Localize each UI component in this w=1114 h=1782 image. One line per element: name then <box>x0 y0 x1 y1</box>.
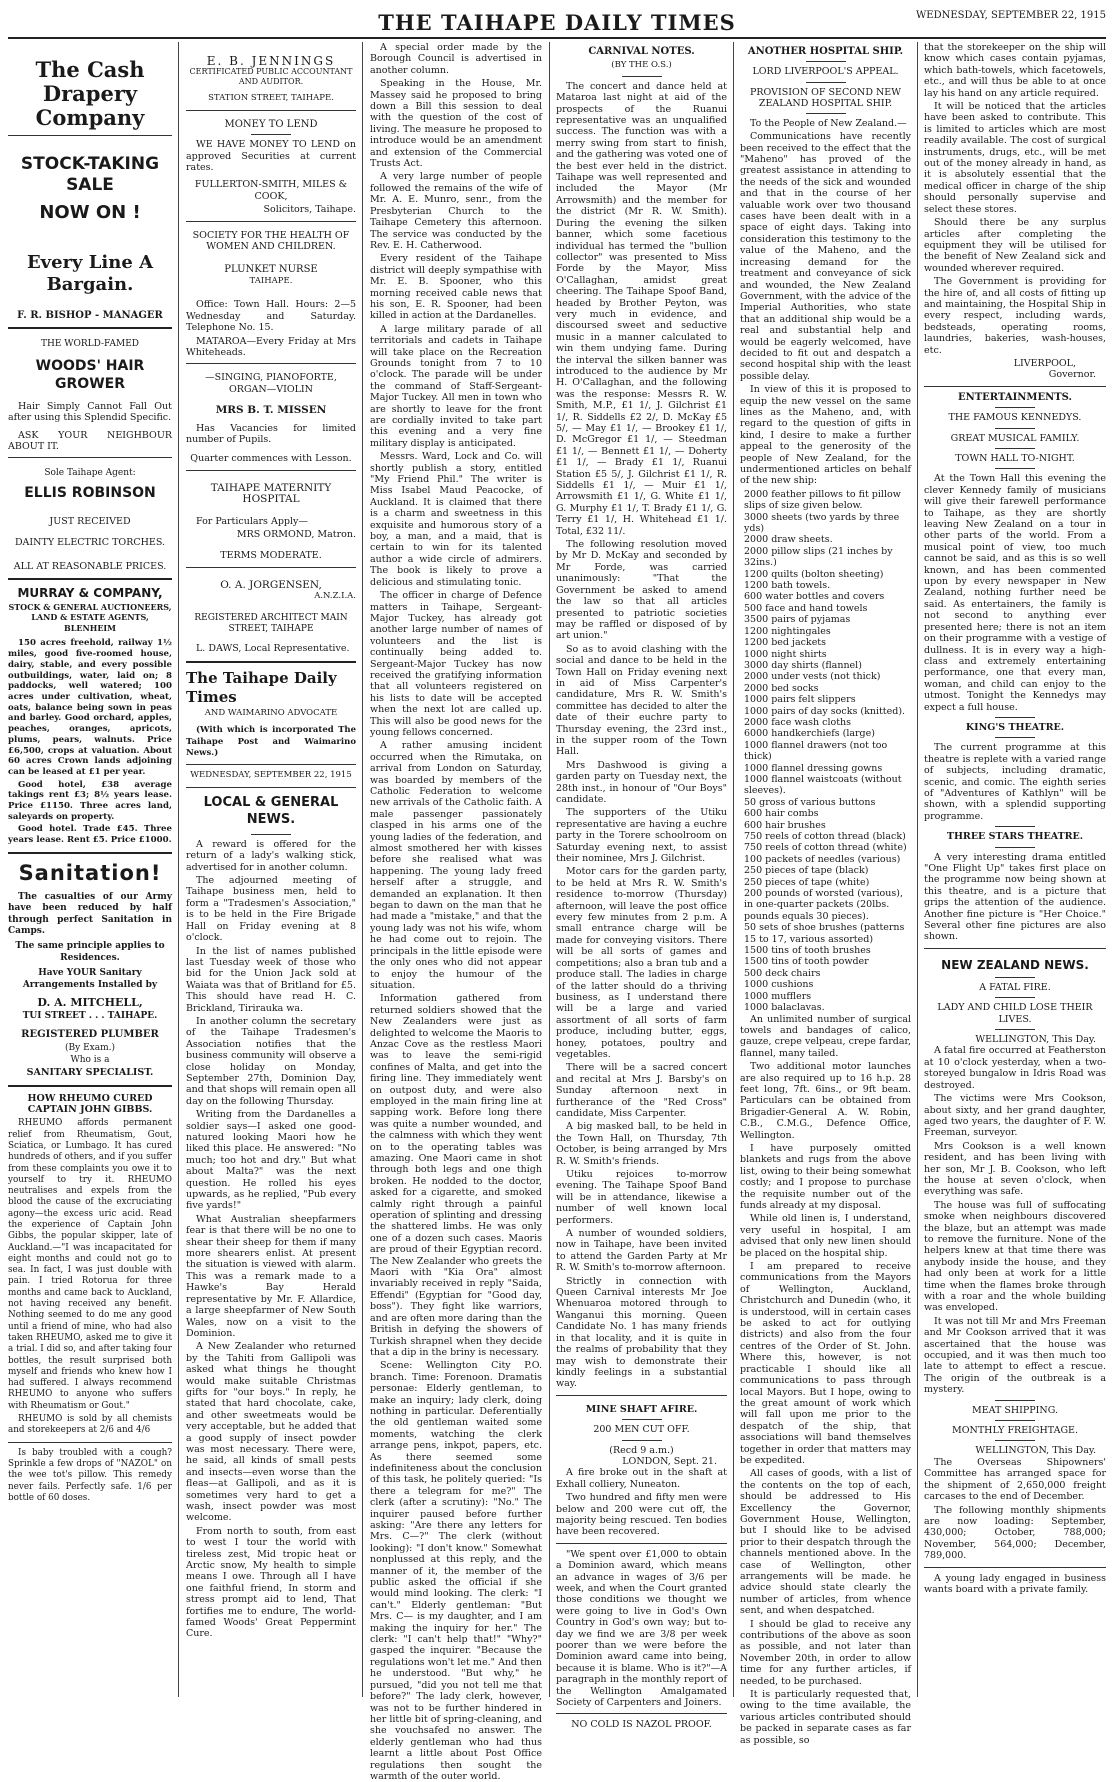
carnival-para: A big masked ball, to be held in the Town Hall, on Thursday, 7th October, is being arranged by Mrs R. W. Smith's friends. <box>556 1121 727 1167</box>
divider <box>622 1419 662 1420</box>
list-item: 1500 tins of tooth powder <box>744 956 869 968</box>
list-item: 2000 draw sheets. <box>744 534 833 546</box>
local-para: Writing from the Dardanelles a soldier says—I asked one good-natured looking Maori how he liked this place. He answered: "No much; too hot and dry." But what about Malta?" was the next question. He rolled his eyes upwards, as he replied, "Pub every five yards!" <box>186 1109 356 1212</box>
divider <box>556 1543 727 1544</box>
appeal-para: I have purposely omitted blankets and rugs from the above list, owing to their being somewhat costly; and I propose to purchase the requisite number out of the funds already at my disposal. <box>740 1142 911 1211</box>
divider <box>806 82 846 83</box>
appeal-para: All cases of goods, with a list of the contents on the top of each, should be addressed to His Excellency the Governor, Government House, Wellington, but I should like to be advised prior to their despatch through the channels mentioned above. In the case of Wellington, other arrangements will be made. he advice should state clearly the number of articles, from whence sent, and when despatched. <box>740 1468 911 1617</box>
divider <box>8 578 172 580</box>
sanitary-specialist: SANITARY SPECIALIST. <box>26 1067 154 1079</box>
singing-heading: —SINGING, PIANOFORTE, ORGAN—VIOLIN <box>205 372 337 395</box>
list-item: 200 pounds of worsted (various), in one-quarter packets (20lbs. pounds equals 30 pieces). <box>744 888 903 922</box>
kings-theatre-para: The current programme at this theatre is replete with a varied range of subjects, including dramatic, scenic, and comic. The eighth series of "Adventures of Kathlyn" will be shown, with a splendid supporting programme. <box>924 742 1106 822</box>
news-para: A very large number of people followed the remains of the wife of Mr. A. E. Munro, senr., from the Presbyterian Church to the Taihape Cemetery this afternoon. The service was conducted by the Rev. E. H. Catherwood. <box>370 171 542 251</box>
cash-drapery-title: The Cash Drapery Company <box>35 57 145 130</box>
list-item: 750 reels of cotton thread (black) <box>744 831 906 842</box>
list-item: 50 sets of shoe brushes (patterns 15 to 17, various assorted) <box>744 922 905 945</box>
murray-listing-1: 150 acres freehold, railway 1½ miles, good five-roomed house, dairy, stable, and every possible outbuildings, water, laid on; 8 paddocks, well watered; 100 acres under cultivation, wheat, oats, balance being sown in peas and barley. Good orchard, apples, peaches, oranges, apricots, plums, pears, walnuts. Price £6,500, crops at valuation. About 60 acres Crown lands adjoining can be leased at £1 per year. <box>8 638 172 777</box>
list-item: 2000 face wash cloths <box>744 716 852 728</box>
list-item: 2000 under vests (not thick) <box>744 671 881 683</box>
fatal-fire-subheading: LADY AND CHILD LOSE THEIR LIVES. <box>937 1002 1093 1025</box>
column-divider <box>917 42 918 1697</box>
news-para: A rather amusing incident occurred when the Rimutaka, on arrival from London on Saturday, was boarded by members of the Catholic Federation to welcome new arrivals of the Catholic faith. A male passenger passionately clasped in his arms one of the young ladies of the federation, and almost smothered her with kisses before she realised what was happening. The young lady freed herself after a struggle, and demanded an explanation. It then began to dawn on the man that he had made a "mistake," and that the young lady was not his wife, whom he had come out to rejoin. The principals in the little episode were the only ones who did not appear to enjoy the humour of the situation. <box>370 740 542 991</box>
divider <box>186 567 356 568</box>
carnival-byline: (BY THE O.S.) <box>611 60 672 71</box>
to-people: To the People of New Zealand.— <box>750 117 907 129</box>
divider <box>251 134 291 135</box>
divider <box>186 764 356 765</box>
quarter-note: Quarter commences with Lesson. <box>190 453 352 465</box>
news-para: A large military parade of all territorials and cadets in Taihape will take place on the Recreation Grounds tonight from 7 to 10 o'clock. The parade will be under the command of Staff-Sergeant-Major Tuckey. All men in town who are shortly to leave for the front are cordially invited to take part this evening and a very fine military display is anticipated. <box>370 323 542 449</box>
stock-taking-heading: STOCK-TAKING SALE <box>20 154 160 195</box>
fatal-fire-heading: A FATAL FIRE. <box>979 981 1051 993</box>
by-exam: (By Exam.) <box>65 1043 115 1054</box>
missen-text: Has Vacancies for limited number of Pupils. <box>186 422 356 445</box>
agent-label: Sole Taihape Agent: <box>44 468 136 479</box>
carnival-para: There will be a sacred concert and recital at Mrs J. Barsby's on Sunday afternoon next in furtherance of the "Red Cross" candidate, Miss Carpenter. <box>556 1062 727 1119</box>
list-item: 50 gross of various buttons <box>744 796 876 808</box>
paper-date: WEDNESDAY, SEPTEMBER 22, 1915 <box>190 770 352 781</box>
nazol-proof: NO COLD IS NAZOL PROOF. <box>571 1719 712 1731</box>
list-item: 2000 feather pillows to fit pillow slips of size given below. <box>744 488 901 512</box>
divider <box>924 1567 1106 1568</box>
column-4 <box>556 42 727 1731</box>
news-para: Scene: Wellington City P.O. branch. Time: Forenoon. Dramatis personae: Elderly gentleman, to make an inquiry; lady clerk, doing nothing in particular. Deferentially the old gentleman waited some moments, watching the clerk arrange pens, inkpot, papers, etc. As there seemed some indefiniteness about the conclusion of this task, he politely queried: "Is there a telegram for me?" The clerk (after a scrutiny): "No." The inquirer paused before further asking: "Are there any letters for Mrs. C—?" The clerk (without looking): "I don't know." Somewhat nonplussed at this reply, and the manner of it, the member of the public asked the official if she would mind looking. The clerk: "I can't." Elderly gentleman: "But Mrs. C— is my daughter, and I am making the inquiry for her." The clerk: "I can't help that!" "Why?" gasped the inquirer. "Because the regulations won't let me." And then he understood. "But why," he pursued, "did you not tell me that before?" The lady clerk, however, was not to be further hindered in her little bit of spring-cleaning, and she vouchsafed no answer. The elderly gentleman who had thus learnt a little about Post Office regulations then sought the warmth of the outer world. <box>370 1360 542 1782</box>
jennings-name: E. B. JENNINGS <box>206 54 336 68</box>
divider <box>995 1420 1035 1421</box>
sanitation-heading: Sanitation! <box>18 860 162 885</box>
local-general-heading: LOCAL & GENERAL NEWS. <box>203 794 339 827</box>
divider <box>806 113 846 114</box>
society-heading: SOCIETY FOR THE HEALTH OF WOMEN AND CHILDREN. <box>192 229 350 253</box>
woods-hair-grower: WOODS' HAIR GROWER <box>35 357 145 392</box>
news-para: Information gathered from returned soldiers showed that the New Zealanders were just as delighted to welcome the Maoris to Anzac Cove as the restless Maori was to leave the semi-rigid confines of Malta, and get into the firing line. They immediately went on outpost duty, and were also employed in the main firing line at sapping work. Before long there was quite a number wounded, and the calmness with which they went on to the operating tables was amazing. One Maori came in shot through both legs and one thigh broken. He nodded to the doctor, asked for a cigarette, and smoked calmly right through a painful operation of splinting and dressing the shattered limbs. He was only one of a dozen such cases. Maoris are proud of their Egyptian record. The New Zealander who greets the Maori with "Kia Ora" almost invariably received in reply "Saida, Effendi" (Egyptian for "Good day, boss"). They fight like warriors, and are often more daring than the British in defying the showers of Turkish shrapnel when they decide that a dip in the briny is necessary. <box>370 993 542 1358</box>
news-para: Messrs. Ward, Lock and Co. will shortly publish a story, entitled "My Friend Phil." The writer is Miss Isabel Maud Peacocke, of Auckland. It is claimed that there is a charm and sweetness in this exquisite and humorous story of a boy, a man, and a maid, that is certain to win for its talented author a wide circle of admirers. The book is likely to prove a delicious and stimulating tonic. <box>370 451 542 588</box>
now-on-heading: NOW ON ! <box>39 202 141 223</box>
list-item: 1200 nightingales <box>744 625 831 637</box>
list-item: 1000 pairs felt slippers <box>744 694 856 706</box>
fire-para: It was not till Mr and Mrs Freeman and Mr Cookson arrived that it was ascertained that the house was occupied, and it was then much too late to attempt to effect a rescue. The origin of the outbreak is a mystery. <box>924 1315 1106 1396</box>
murray-place: BLENHEIM <box>63 623 117 634</box>
local-para: From north to south, from east to west I tour the world with tireless zest, Mid tropic heat or Arctic snow, My health to simple means I owe. Through all I have one faithful friend, In storm and stress prompt aid to lend, That fortifies me to endure, The world-famed Woods' Great Peppermint Cure. <box>186 1525 356 1640</box>
carnival-para: So as to avoid clashing with the social and dance to be held in the Town Hall on Friday evening next in aid of Miss Carpenter's candidature, Mrs R. W. Smith's committee has decided to alter the date of their euchre party to Thursday evening, the 23rd inst., in the supper room of the Town Hall. <box>556 643 727 758</box>
appeal-continued: The Government is providing for the hire of, and all costs of fitting up and maintaining, the Hospital Ship in every respect, including wards, bedsteads, operating rooms, laundries, bakeries, wash-houses, etc. <box>924 276 1106 356</box>
three-stars-heading: THREE STARS THEATRE. <box>946 831 1084 843</box>
entertainment-para: At the Town Hall this evening the clever Kennedy family of musicians will give their farewell performance to Taihape, as they are shortly leaving New Zealand on a tour in other parts of the world. From a musical point of view, too much cannot be said, and as this is so well known, and has been commented upon by every newspaper in New Zealand, nothing further need be said. As entertainers, the family is not second to anything ever presented here; there is not an item on their programme with a vestige of dullness. It is in every way a high-class and extremely entertaining performance, one that every man, woman, and child can enjoy to the utmost. Tonight the Kennedys may expect a full house. <box>924 473 1106 713</box>
murray-listing-3: Good hotel. Trade £45. Three years lease. Rent £5. Price £1000. <box>8 824 172 846</box>
appeal-para: While old linen is, I understand, very useful in hospital, I am advised that only new linen should be placed on the hospital ship. <box>740 1213 911 1259</box>
carnival-para: Motor cars for the garden party, to be held at Mrs R. W. Smith's residence to-morrow (Thursday) afternoon, will leave the post office every few minutes from 2 p.m. A small entrance charge will be made for conveying visitors. There will be all sorts of games and competitions; also a bran tub and a produce stall. The ladies in charge of the latter should do a thriving business, as I understand there will be a large and varied assortment of all sorts of farm produce, including butter, eggs, honey, potatoes, poultry and vegetables. <box>556 866 727 1060</box>
divider <box>251 834 291 835</box>
divider <box>995 468 1035 469</box>
masthead-rule <box>8 37 1106 39</box>
plunket-place: TAIHAPE. <box>249 275 293 286</box>
divider <box>186 787 356 788</box>
divider <box>8 135 172 136</box>
architect-line: REGISTERED ARCHITECT MAIN STREET, TAIHAPE <box>194 612 348 634</box>
plumber-name: D. A. MITCHELL, <box>37 996 143 1010</box>
reasonable-prices: ALL AT REASONABLE PRICES. <box>13 560 167 572</box>
rheumo-text: RHEUMO affords permanent relief from Rheumatism, Gout, Sciatica, or Lumbago. It has cured hundreds of others, and if you suffer from these complaints you owe it to yourself to try it. RHEUMO neutralises and expels from the blood the cause of the excruciating agony—the excess uric acid. Read the experience of Captain John Gibbs, the popular skipper, late of Auckland.—"I was incapacitated for eight months and could not go to sea. In fact, I was just double with pain. I tried Rotorua for three months and came back to Auckland, not having received any benefit. Nothing seemed to do me any good until a friend of mine, who had also taken RHEUMO, asked me to give it a trial. I did so, and after taking four bottles, the result surprised both myself and friends who knew how I had suffered. I always recommend RHEUMO to anyone who suffers with Rheumatism or Gout." <box>8 1118 172 1411</box>
divider <box>995 1440 1035 1441</box>
list-item: 600 hair combs <box>744 808 819 820</box>
rheumo-sold: RHEUMO is sold by all chemists and storekeepers at 2/6 and 4/6 <box>8 1414 172 1436</box>
news-para: Speaking in the House, Mr. Massey said he proposed to bring down a Bill this session to deal with the question of the cost of living. The measure he proposed to introduce would be an amendment and extension of the Commercial Trusts Act. <box>370 78 542 170</box>
mine-received: (Recd 9 a.m.) <box>609 1444 674 1456</box>
jorgensen-name: O. A. JORGENSEN, <box>220 578 322 591</box>
divider <box>622 76 662 77</box>
jorgensen-anzia: A.N.Z.I.A. <box>314 591 356 602</box>
carnival-heading: CARNIVAL NOTES. <box>588 46 695 57</box>
entertainments-heading: ENTERTAINMENTS. <box>957 391 1073 403</box>
masthead-date: WEDNESDAY, SEPTEMBER 22, 1915 <box>916 10 1106 21</box>
divider <box>622 1440 662 1441</box>
column-divider <box>362 42 363 1697</box>
list-item: 3000 day shirts (flannel) <box>744 659 862 671</box>
news-para: Every resident of the Taihape district will deeply sympathise with Mr. E. B. Spooner, who this morning received cable news that his son, E. R. Spooner, had been killed in action at the Dardanelles. <box>370 253 542 322</box>
divider <box>995 407 1035 408</box>
appeal-para: Communications have recently been received to the effect that the "Maheno" has proved of the greatest assistance in attending to the needs of the sick and wounded and that in the course of her valuable work over two thousand cases have been dealt with in a space of eight days. Taking into consideration this testimony to the value of the Maheno, and the increasing demand for the treatment and conveyance of sick and wounded, the New Zealand Government, with the advice of the Imperial Authorities, who state that an additional ship would be a real and substantial help and would be eagerly welcomed, have decided to fit out and despatch a second hospital ship with the least possible delay. <box>740 131 911 382</box>
murray-subtitle: STOCK & GENERAL AUCTIONEERS, LAND & ESTATE AGENTS, <box>8 602 172 623</box>
meat-para: The following monthly shipments are now loading: September, 430,000; October, 788,000; November, 564,000; December, 789,000. <box>924 1504 1106 1562</box>
divider <box>806 61 846 62</box>
list-item: 500 deck chairs <box>744 967 821 979</box>
column-3 <box>370 42 542 1782</box>
column-divider <box>549 42 550 1697</box>
registered-plumber: REGISTERED PLUMBER <box>21 1028 159 1040</box>
list-item: 1000 flannel dressing gowns <box>744 762 883 774</box>
electric-torches: DAINTY ELECTRIC TORCHES. <box>14 537 166 549</box>
monthly-freightage: MONTHLY FREIGHTAGE. <box>952 1425 1078 1437</box>
list-item: 6000 handkerchiefs (large) <box>744 728 875 740</box>
appeal-continued: that the storekeeper on the ship will know which cases contain pyjamas, which bath-towels, which facetowels, etc., and will thus be able to at once lay his hand on any article required. <box>924 42 1106 99</box>
list-item: 1000 cushions <box>744 979 814 991</box>
kings-theatre-heading: KING'S THEATRE. <box>965 721 1065 733</box>
sanitation-text-3: Have YOUR Sanitary Arrangements Installed by <box>22 968 158 990</box>
town-hall-tonight: TOWN HALL TO-NIGHT. <box>955 453 1075 464</box>
masthead-title: THE TAIHAPE DAILY TIMES <box>378 10 736 35</box>
list-item: 250 pieces of tape (white) <box>744 876 870 888</box>
divider <box>995 717 1035 718</box>
carpenters-quote: "We spent over £1,000 to obtain a Dominion award, which means an advance in wages of 3/6 per week, and when the Court granted those conditions we thought we were going to live in God's Own Country in God's own way; but to-day we find we are 3/8 per week poorer than we were before the Dominion award came into being, because it is blame. Who is it?"—A paragraph in the monthly report of the Wellington Amalgamated Society of Carpenters and Joiners. <box>556 1548 727 1709</box>
local-para: A reward is offered for the return of a lady's walking stick, advertised for in another column. <box>186 838 356 873</box>
list-item: 750 reels of cotton thread (white) <box>744 842 907 854</box>
board-wanted: A young lady engaged in business wants board with a private family. <box>924 1572 1106 1595</box>
list-item: 2000 bed socks <box>744 682 819 694</box>
list-item: 1200 bath towels. <box>744 580 831 592</box>
meat-shipping-heading: MEAT SHIPPING. <box>971 1404 1059 1416</box>
list-item: 3500 pairs of pyjamas <box>744 614 851 626</box>
liverpool-appeal: LORD LIVERPOOL'S APPEAL. <box>752 66 899 78</box>
just-received: JUST RECEIVED <box>49 515 131 527</box>
list-item: 1000 balaclavas. <box>744 1002 825 1014</box>
divider <box>995 737 1035 738</box>
list-item: 1000 pairs of day socks (knitted). <box>744 705 906 717</box>
local-para: The adjourned meeting of Taihape business men, held to form a "Tradesmen's Association," is to be held in the Fire Brigade Hall on Friday evening at 8 o'clock. <box>186 875 356 944</box>
divider <box>186 110 356 111</box>
money-heading: MONEY TO LEND <box>224 118 318 130</box>
appeal-para: I should be glad to receive any contributions of the above as soon as possible, and not later than November 20th, in order to allow time for any further articles, if needed, to be purchased. <box>740 1618 911 1687</box>
plunket-nurse: PLUNKET NURSE <box>224 264 318 276</box>
appeal-para: It is particularly requested that, owing to the time available, the various articles contributed should be packed in separate cases as far as possible, so <box>740 1689 911 1746</box>
bargain-heading: Every Line A Bargain. <box>26 252 154 295</box>
hair-text: Hair Simply Cannot Fall Out after using this Splendid Specific. <box>8 400 172 424</box>
list-item: 1500 tins of tooth brushes <box>744 945 871 957</box>
manager-line: F. R. BISHOP - MANAGER <box>17 310 163 321</box>
divider <box>8 852 172 854</box>
list-item: 1000 flannel waistcoats (without sleeves). <box>744 773 902 797</box>
column-6 <box>924 42 1106 1697</box>
list-item: 500 face and hand towels <box>744 602 868 614</box>
column-divider <box>178 42 179 1697</box>
hospital-ship-heading: ANOTHER HOSPITAL SHIP. <box>747 46 904 57</box>
divider <box>556 1395 727 1396</box>
divider <box>995 1400 1035 1401</box>
who-is: Who is a <box>70 1054 110 1065</box>
fire-para: The victims were Mrs Cookson, about sixty, and her grand daughter, aged two years, the daughter of F. W. Freeman, surveyor. <box>924 1093 1106 1139</box>
mine-heading: MINE SHAFT AFIRE. <box>585 1403 698 1415</box>
appeal-para: I am prepared to receive communications from the Mayors of Wellington, Auckland, Christchurch and Dunedin (who, it is understood, will in certain cases be asked to act for outlying districts) and also from the four centres of the Order of St. John. Where this, however, is not practicable I should like all communications to pass through local Mayors. But I hope, owing to the great amount of work which will fall upon me prior to the despatch of the ship, that associations will band themselves together in order that matters may be expedited. <box>740 1261 911 1466</box>
money-text: WE HAVE MONEY TO LEND on approved Securities at current rates. <box>186 139 356 174</box>
list-item: 1000 flannel drawers (not too thick) <box>744 739 888 763</box>
list-item: 1200 quilts (bolton sheeting) <box>744 568 884 580</box>
fire-para: A fatal fire occurred at Featherston at 10 o'clock yesterday, when a two-storeyed bungalow in Idris Road was destroyed. <box>924 1045 1106 1091</box>
appeal-para: Two additional motor launches are also required up to 16 h.p. 28 feet long, 7ft. 6ins., or 9ft beam. Particulars can be obtained from Brigadier-General A. W. Robin, C.B., C.M.G., Defence Office, Wellington. <box>740 1061 911 1141</box>
appeal-para: An unlimited number of surgical towels and bandages of calico, gauze, crepe velpeau, crepe fardar, flannel, many tailed. <box>740 1013 911 1059</box>
provision-heading: PROVISION OF SECOND NEW ZEALAND HOSPITAL SHIP. <box>749 86 902 109</box>
appeal-continued: Should there be any surplus articles after completing the equipment they will be utilised for the benefit of New Zealand sick and wounded wherever required. <box>924 217 1106 274</box>
divider <box>186 661 356 663</box>
list-item: 250 pieces of tape (black) <box>744 865 869 877</box>
masthead <box>0 0 1114 36</box>
paper-title: The Taihape Daily Times <box>186 668 337 706</box>
meat-dateline: WELLINGTON, This Day. <box>975 1445 1096 1457</box>
list-item: 1000 mufflers <box>744 990 812 1002</box>
list-item: 1200 bed jackets <box>744 637 827 649</box>
paper-note: (With which is incorporated The Taihape Post and Waimarino News.) <box>186 725 356 759</box>
maternity-hospital: TAIHAPE MATERNITY HOSPITAL <box>210 481 332 506</box>
mine-dateline: LONDON, Sept. 21. <box>622 1455 717 1467</box>
solicitors: Solicitors, Taihape. <box>263 204 356 216</box>
paper-subtitle: AND WAIMARINO ADVOCATE <box>204 707 338 718</box>
divider <box>556 1713 727 1714</box>
column-2 <box>186 42 356 1697</box>
daws-line: L. DAWS, Local Representative. <box>196 643 350 655</box>
carnival-para: The following resolution moved by Mr D. McKay and seconded by Mr Forde, was carried unanimously: "That the Government be asked to amend the law so that all articles presented to patriotic societies may be raffled or disposed of by art union." <box>556 539 727 642</box>
meat-para: The Overseas Shipowners' Committee has arranged space for the shipment of 2,650,000 freight carcases to the end of December. <box>924 1456 1106 1503</box>
signature-governor: Governor. <box>1048 369 1096 381</box>
murray-company: MURRAY & COMPANY, <box>17 586 163 601</box>
jennings-address: STATION STREET, TAIHAPE. <box>208 93 334 104</box>
particulars-apply: For Particulars Apply— <box>196 515 308 527</box>
ask-neighbour: ASK YOUR NEIGHBOUR ABOUT IT. <box>8 429 172 453</box>
divider <box>186 221 356 222</box>
mine-subheading: 200 MEN CUT OFF. <box>593 1424 690 1436</box>
local-para: In another column the secretary of the Taihape Tradesmen's Association notifies that the business community will observe a close holiday on Monday, September 27th, Dominion Day, and that shops will remain open all day on the following Thursday. <box>186 1015 356 1107</box>
divider <box>924 386 1106 387</box>
list-item: 600 water bottles and covers <box>744 591 885 603</box>
musical-family: GREAT MUSICAL FAMILY. <box>950 432 1080 444</box>
world-famed-label: THE WORLD-FAMED <box>40 339 140 350</box>
carnival-para: Mrs Dashwood is giving a garden party on Tuesday next, the 28th inst., in honour of "Our Boys" candidate. <box>556 759 727 805</box>
column-1 <box>8 42 172 1697</box>
sanitation-text-2: The same principle applies to Residences. <box>15 941 165 963</box>
list-item: 600 hair brushes <box>744 819 826 831</box>
terms-moderate: TERMS MODERATE. <box>220 550 322 562</box>
local-para: A New Zealander who returned by the Tahiti from Gallipoli was asked what things he thought would make suitable Christmas gifts for "our boys." In reply, he stated that hard chocolate, cake, and other sweetmeats would be very acceptable, but he added that a good supply of insect powder was most necessary. There were, he said, all kinds of small pests and insects—even worse than the fleas—at Gallipoli, and as it is sometimes very hard to get a wash, insect powder was most welcome. <box>186 1341 356 1524</box>
carnival-para: The concert and dance held at Mataroa last night at aid of the prospects of the Ruanui representative was an unqualified success. The function was with a merry swing from start to finish, and the gathering was voted one of the best ever held in the district. Taihape was well represented and included the Mayor (Mr Arrowsmith) and the member for the district (Mr R. W. Smith). During the evening the silken banner, which some facetious individual has termed the "bullion collector" was presented to Miss Forde by the Mayor, Miss O'Callaghan, amidst great cheering. The Taihape Spoof Band, headed by Brother Peyton, was very much in evidence, and discoursed sweet and seductive music in a manner calculated to win them undying fame. During the interval the silken banner was introduced to the audience by Mr H. O'Callaghan, and the following was the response: Messrs R. W. Smith, M.P., £1 1/, J. Gilchrist £1 1/, R. Siddells £2 2/, D. McKay £5 5/, — May £1 1/, — Brookey £1 1/, D. McGregor £1 1/, — Steedman £1 1/, — Bennett £1 1/, — Doherty £1 1/, — Brady £1 1/, Ruanui Station £5 5/, J. Gilchrist £1 1/, R. Siddells £1 1/, — Muir £1 1/, Arrowsmith £1 1/, G. White £1 1/, G. Murphy £1 1/, T. Brady £1 1/, G. Terry £1 1/, H. Whitehead £1 1/. Total, £32 11/. <box>556 80 727 537</box>
carnival-para: The supporters of the Utiku representative are having a euchre party in the Torere schoolroom on Saturday evening next, to assist their nominee, Mrs J. Gilchrist. <box>556 807 727 865</box>
carnival-para: Strictly in connection with Queen Carnival interests Mr Joe Whenuaroa motored through to Wanganui this morning. Queen Candidate No. 1 has many friends in that locality, and it is quite in the realms of probability that they may wish to demonstrate their kindly feelings in a substantial way. <box>556 1275 727 1390</box>
firm-name: FULLERTON-SMITH, MILES & COOK, <box>194 179 348 202</box>
murray-listing-2: Good hotel, £38 average takings rent £3; 8½ years lease. Price £1150. Three acres land, saleyards on property. <box>8 779 172 822</box>
news-para: A special order made by the Borough Council is advertised in another column. <box>370 42 542 76</box>
local-para: In the list of names published last Tuesday week of those who bid for the Union Jack sold at Waiata was that of Britland for £5. This should have read H. C. Brickland, Tirirauka wa. <box>186 945 356 1014</box>
mine-para: Two hundred and fifty men were below and 200 were cut off, the majority being rescued. Ten bodies have been recovered. <box>556 1492 727 1538</box>
kennedys-heading: THE FAMOUS KENNEDYS. <box>948 412 1082 424</box>
rheumo-heading: HOW RHEUMO CURED CAPTAIN JOHN GIBBS. <box>27 1092 153 1115</box>
mataroa-note: MATAROA—Every Friday at Mrs Whiteheads. <box>186 335 356 358</box>
signature-liverpool: LIVERPOOL, <box>1013 357 1076 369</box>
column-5 <box>740 42 911 1746</box>
plumber-address: TUI STREET . . . TAIHAPE. <box>22 1011 158 1022</box>
list-item: 100 packets of needles (various) <box>744 853 901 865</box>
nz-news-heading: NEW ZEALAND NEWS. <box>941 957 1089 972</box>
divider <box>8 327 172 329</box>
articles-list <box>740 489 911 1014</box>
appeal-continued: It will be noticed that the articles have been asked to contribute. This is limited to articles which are most readily available. The cost of surgical instruments, drugs, etc., will be met out of the money already in hand, as it is absolutely essential that the medical officer in charge of the ship should personally supervise and select these stores. <box>924 101 1106 215</box>
appeal-para: In view of this it is proposed to equip the new vessel on the same lines as the Maheno, and, with regard to the question of gifts in kind, I desire to make a further appeal to the generosity of the people of New Zealand, for the undermentioned articles on behalf of the new ship: <box>740 384 911 487</box>
fire-para: The house was full of suffocating smoke when neighbours discovered the blaze, but an attempt was made to remove the furniture. None of the helpers knew at that time there was anybody inside the house, and they had only been at work for a little time when the flames broke through with a roar and the whole building was enveloped. <box>924 1199 1106 1314</box>
divider <box>995 997 1035 998</box>
carnival-para: A number of wounded soldiers, now in Taihape, have been invited to attend the Garden Party at Mr R. W. Smith's to-morrow afternoon. <box>556 1228 727 1274</box>
list-item: 2000 pillow slips (21 inches by 32ins.) <box>744 545 893 569</box>
office-hours: Office: Town Hall. Hours: 2—5 Wednesday and Saturday. Telephone No. 15. <box>186 299 356 334</box>
fire-dateline: WELLINGTON, This Day. <box>975 1034 1096 1046</box>
local-para: What Australian sheepfarmers fear is that there will be no one to shear their sheep for them if many more shearers enlist. At present the situation is viewed with alarm. This was a remark made to a Hawke's Bay Herald representative by Mr. F. Allardice, a large sheepfarmer of New South Wales, now on a visit to the Dominion. <box>186 1213 356 1339</box>
divider <box>995 1029 1035 1030</box>
carnival-para: Utiku rejoices to-morrow evening. The Taihape Spoof Band will be in attendance, likewise a number of well known local performers. <box>556 1169 727 1226</box>
divider <box>8 1442 172 1443</box>
ellis-robinson: ELLIS ROBINSON <box>24 484 156 501</box>
divider <box>186 470 356 471</box>
divider <box>995 847 1035 848</box>
mine-para: A fire broke out in the shaft at Exhall colliery, Nuneaton. <box>556 1467 727 1490</box>
missen-name: MRS B. T. MISSEN <box>215 404 327 417</box>
matron-name: MRS ORMOND, Matron. <box>236 528 356 540</box>
list-item: 1000 night shirts <box>744 648 827 660</box>
nazol-text: Is baby troubled with a cough? Sprinkle a few drops of "NAZOL" on the wee tot's pillow. This remedy never fails. Perfectly safe. 1/6 per bottle of 60 doses. <box>8 1447 172 1503</box>
divider <box>8 1085 172 1087</box>
column-divider <box>733 42 734 1697</box>
divider <box>995 448 1035 449</box>
divider <box>995 977 1035 978</box>
news-para: The officer in charge of Defence matters in Taihape, Sergeant-Major Tuckey, has already got another large number of names of volunteers and the list is continually being added to. Sergeant-Major Tuckey has now received the gratifying information that all volunteers registered on his lists to date will be accepted when the next lot are called up. This will also be good news for the young fellows concerned. <box>370 590 542 738</box>
jennings-subtitle: CERTIFICATED PUBLIC ACCOUNTANT AND AUDITOR. <box>189 67 353 87</box>
divider <box>186 363 356 364</box>
divider <box>995 428 1035 429</box>
divider <box>924 948 1106 949</box>
sanitation-text: The casualties of our Army have been reduced by half through perfect Sanitation in Camps. <box>8 891 172 937</box>
three-stars-para: A very interesting drama entitled "One Flight Up" takes first place on the programme now being shown at this theatre, and is a picture that grips the attention of the audience. Another fine picture is "Her Choice." Several other fine pictures are also shown. <box>924 851 1106 943</box>
divider <box>995 826 1035 827</box>
list-item: 3000 sheets (two yards by three yds) <box>744 511 900 535</box>
fire-para: Mrs Cookson is a well known resident, and has been living with her son, Mr J. B. Cookson, who left the house at seven o'clock, when everything was safe. <box>924 1140 1106 1198</box>
divider <box>8 457 172 458</box>
